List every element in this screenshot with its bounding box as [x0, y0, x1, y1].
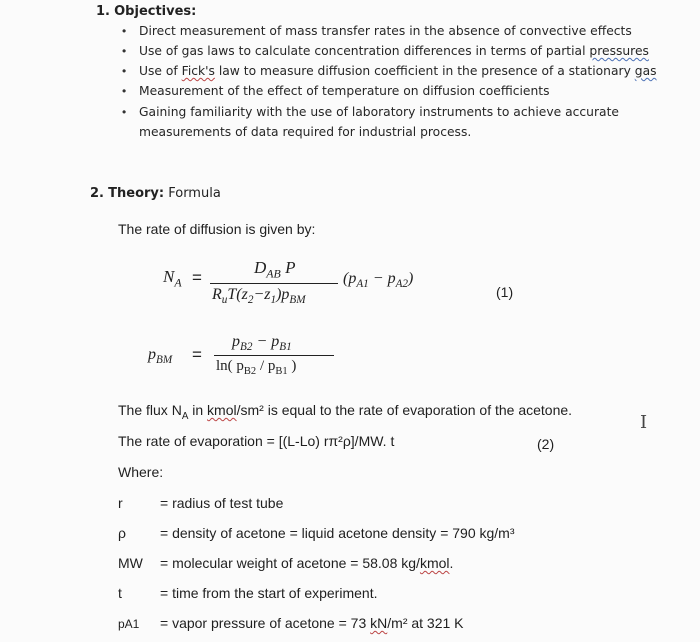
- def-symbol: MW: [118, 555, 143, 571]
- objective-item: Use of gas laws to calculate concentration differences in terms of partial pressures: [139, 44, 649, 58]
- def-symbol: r: [118, 495, 123, 511]
- eq1-number: (1): [496, 284, 514, 300]
- bullet-icon: •: [122, 64, 127, 78]
- objectives-heading: 1. Objectives:: [96, 4, 197, 19]
- def-text: = time from the start of experiment.: [160, 585, 378, 601]
- def-symbol: t: [118, 585, 122, 601]
- eq1-lhs: $N_A$: [163, 267, 182, 290]
- def-text: = molecular weight of acetone = 58.08 kg/kmol.: [160, 555, 454, 571]
- def-symbol: ρ: [118, 525, 126, 541]
- pbm-lhs: $p_{BM}$: [148, 346, 173, 367]
- evaporation-rate: The rate of evaporation = [(L-Lo) rπ²ρ]/MW. t: [118, 433, 395, 449]
- pbm-denominator: ln( $p_{B2} / p_{B1}$ ): [216, 358, 297, 377]
- bullet-icon: •: [122, 84, 127, 98]
- objective-item: Gaining familiarity with the use of laboratory instruments to achieve accurate: [139, 105, 619, 119]
- bullet-icon: •: [122, 105, 127, 119]
- bullet-icon: •: [122, 24, 127, 38]
- theory-heading: 2. Theory: Formula: [90, 186, 221, 201]
- flux-statement: The flux $N_A$ in kmol/sm² is equal to the rate of evaporation of the acetone.: [118, 402, 573, 422]
- eq1-equals: =: [192, 268, 202, 287]
- pbm-numerator: $p_{B2} - p_{B1}$: [232, 333, 292, 354]
- eq2-number: (2): [537, 436, 555, 452]
- eq1-numerator: $D_{AB}$ P: [254, 258, 296, 281]
- def-symbol: pA1: [118, 617, 140, 631]
- text-cursor-icon: I: [640, 412, 648, 433]
- eq1-fraction-bar: [210, 283, 338, 284]
- pbm-fraction-bar: [214, 355, 334, 356]
- pbm-equals: =: [192, 345, 202, 364]
- def-text: = radius of test tube: [160, 495, 284, 511]
- objective-item: Direct measurement of mass transfer rates in the absence of convective effects: [139, 24, 632, 38]
- def-text: = vapor pressure of acetone = 73 kN/m² at 321 K: [160, 615, 464, 631]
- objective-item: Use of Fick's law to measure diffusion coefficient in the presence of a stationary gas: [139, 64, 657, 78]
- where-label: Where:: [118, 464, 164, 480]
- bullet-icon: •: [122, 44, 127, 58]
- theory-intro: The rate of diffusion is given by:: [118, 221, 316, 237]
- def-text: = density of acetone = liquid acetone density = 790 kg/m³: [160, 525, 515, 541]
- eq1-denominator: $R_uT(z_2-z_1)p_{BM}$: [212, 286, 306, 307]
- eq1-pressure-diff: $(p_{A1} - p_{A2})$: [343, 270, 414, 291]
- objective-item: Measurement of the effect of temperature on diffusion coefficients: [139, 84, 550, 98]
- objective-item-continuation: measurements of data required for industrial process.: [139, 125, 472, 139]
